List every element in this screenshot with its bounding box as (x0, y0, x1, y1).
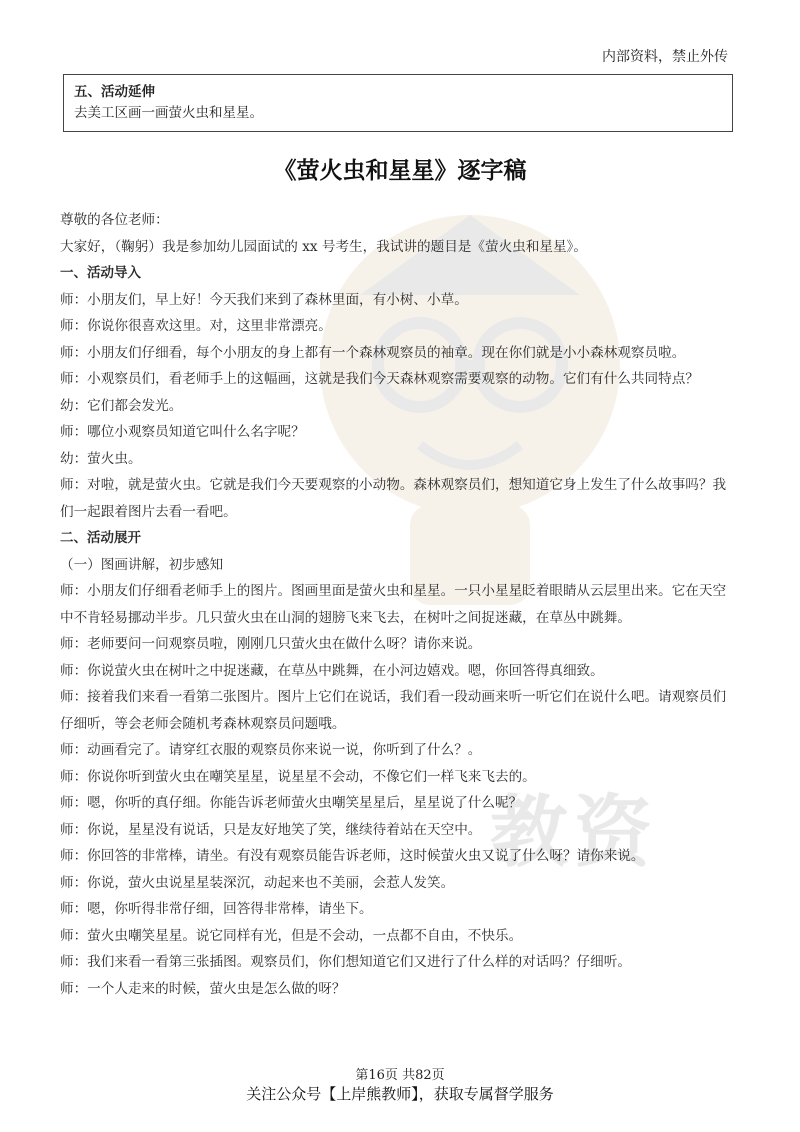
section-heading: 二、活动展开 (60, 530, 141, 546)
section-heading: 一、活动导入 (60, 265, 141, 281)
paragraph-line: 们一起跟着图片去看一看吧。 (60, 503, 237, 520)
paragraph-line: 尊敬的各位老师： (60, 212, 169, 228)
paragraph-line: 师：你说萤火虫在树叶之中捉迷藏，在草丛中跳舞，在小河边嬉戏。嗯，你回答得真细致。 (60, 662, 604, 679)
paragraph-line: 仔细听，等会老师会随机考森林观察员问题哦。 (60, 715, 346, 732)
paragraph-line: 师：你说，星星没有说话，只是友好地笑了笑，继续待着站在天空中。 (60, 821, 482, 838)
paragraph-line: 师：你回答的非常棒，请坐。有没有观察员能告诉老师，这时候萤火虫又说了什么呀？请你来说。 (60, 848, 645, 864)
paragraph-line: 师：一个人走来的时候，萤火虫是怎么做的呀？ (60, 980, 346, 997)
paragraph-line: 师：小朋友们仔细看老师手上的图片。图画里面是萤火虫和星星。一只小星星眨着眼睛从云层里出来。它在天空 (60, 583, 727, 599)
paragraph-line: 师：我们来看一看第三张插图。观察员们，你们想知道它们又进行了什么样的对话吗？仔细听。 (60, 954, 631, 970)
paragraph-line: 师：你说，萤火虫说星星装深沉，动起来也不美丽，会惹人发笑。 (60, 874, 455, 891)
paragraph-line: 幼：萤火虫。 (60, 450, 142, 467)
page-number: 第16页 共82页 (355, 1068, 445, 1083)
paragraph-line: 师：小朋友们仔细看，每个小朋友的身上都有一个森林观察员的袖章。现在你们就是小小森林观察员啦。 (60, 344, 686, 361)
activity-extension-box (63, 74, 733, 132)
section-heading: 五、活动延伸 (74, 84, 155, 100)
confidential-note: 内部资料，禁止外传 (602, 49, 728, 65)
document-title: 《萤火虫和星星》逐字稿 (273, 157, 527, 184)
paragraph-line: 师：接着我们来看一看第二张图片。图片上它们在说话，我们看一段动画来听一听它们在说什么吧。请观察员们 (60, 689, 727, 705)
paragraph-line: 师：你说你很喜欢这里。对，这里非常漂亮。 (60, 318, 332, 334)
paragraph-line: 师：嗯，你听得非常仔细，回答得非常棒，请坐下。 (60, 901, 373, 917)
paragraph-line: 师：萤火虫嘲笑星星。说它同样有光，但是不会动，一点都不自由，不快乐。 (60, 927, 523, 944)
paragraph-line: 师：嗯，你听的真仔细。你能告诉老师萤火虫嘲笑星星后，星星说了什么呢？ (60, 795, 523, 811)
paragraph-line: 师：对啦，就是萤火虫。它就是我们今天要观察的小动物。森林观察员们，想知道它身上发生了什么故事吗？我 (60, 477, 727, 493)
paragraph-line: 幼：它们都会发光。 (60, 397, 183, 414)
paragraph-line: 师：老师要问一问观察员啦，刚刚几只萤火虫在做什么呀？请你来说。 (60, 636, 482, 652)
footer-promo: 关注公众号【上岸熊教师】，获取专属督学服务 (246, 1085, 554, 1103)
paragraph-line: 师：你说你听到萤火虫在嘲笑星星，说星星不会动，不像它们一样飞来飞去的。 (60, 768, 536, 785)
paragraph: 去美工区画一画萤火虫和星星。 (74, 105, 263, 121)
watermark-text: 教资 (490, 788, 659, 878)
paragraph-line: 师：动画看完了。请穿红衣服的观察员你来说一说，你听到了什么？。 (60, 742, 482, 758)
transcript-body (60, 207, 750, 1002)
paragraph-line: 师：小朋友们，早上好！今天我们来到了森林里面，有小树、小草。 (60, 291, 468, 308)
paragraph-line: 师：小观察员们，看老师手上的这幅画，这就是我们今天森林观察需要观察的动物。它们有什么共同特点？ (60, 371, 699, 387)
paragraph-line: （一）图画讲解，初步感知 (60, 556, 224, 573)
paragraph-line: 大家好，（鞠躬）我是参加幼儿园面试的 xx 号考生，我试讲的题目是《萤火虫和星星》。 (60, 238, 587, 255)
paragraph-line: 中不肯轻易挪动半步。几只萤火虫在山洞的翅膀飞来飞去，在树叶之间捉迷藏，在草丛中跳舞。 (60, 609, 631, 626)
paragraph-line: 师：哪位小观察员知道它叫什么名字呢？ (60, 424, 305, 440)
